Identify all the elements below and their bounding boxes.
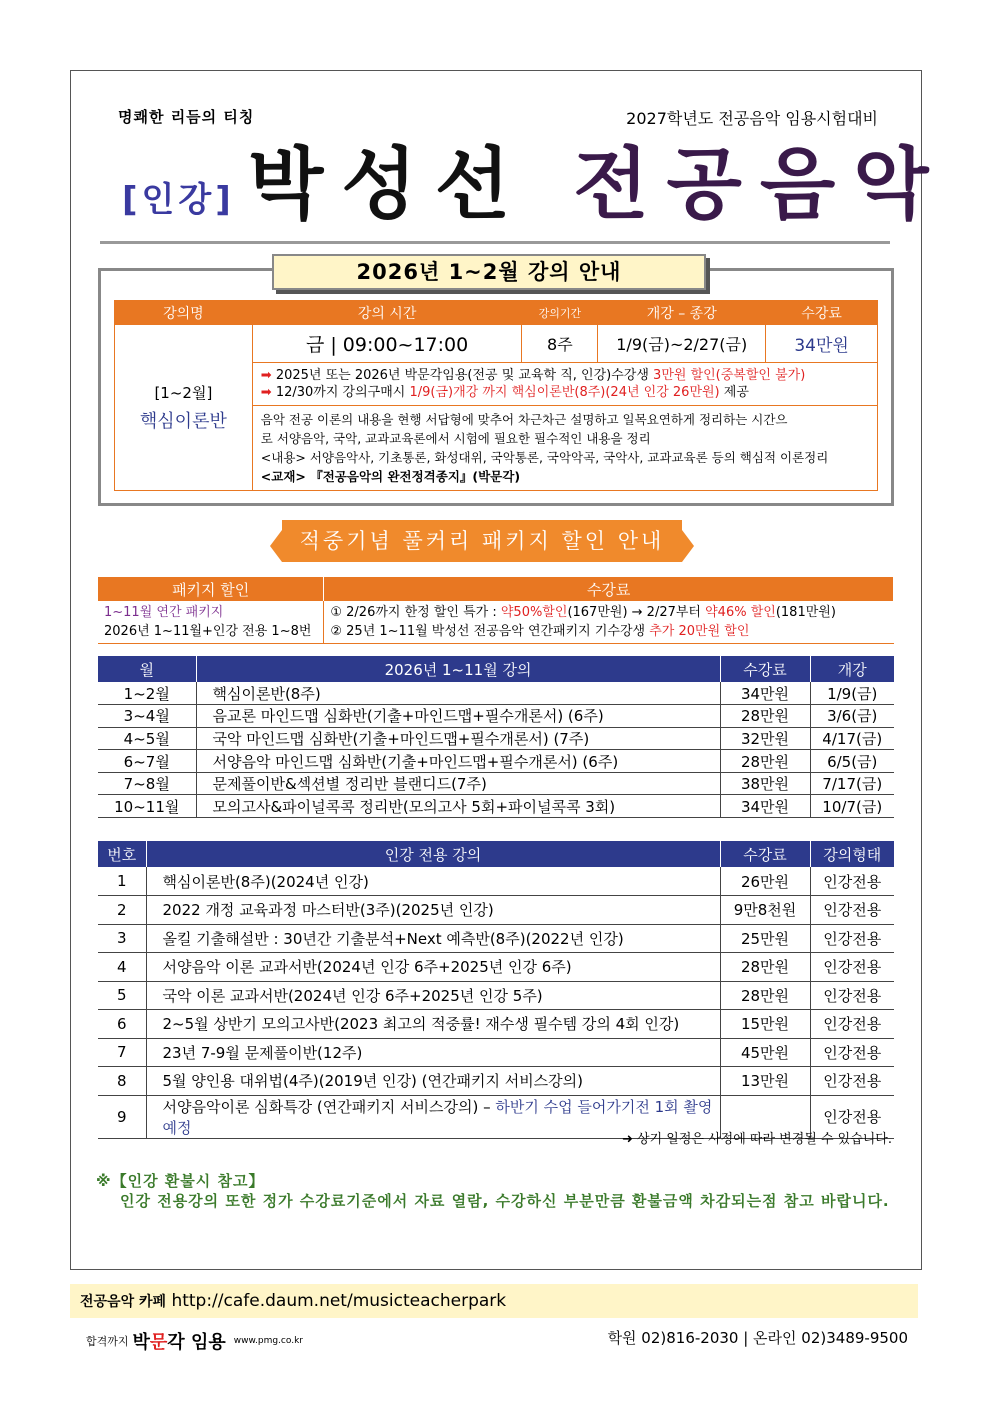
- row-fee: 38만원: [720, 772, 810, 795]
- table-row: [98, 772, 894, 795]
- table-row: [98, 1038, 894, 1067]
- table-row: [98, 1067, 894, 1096]
- period-cell: 1/9(금)~2/27(금): [598, 325, 766, 363]
- publisher-logo: [86, 1328, 303, 1354]
- table-row: [98, 1010, 894, 1039]
- table-row: [98, 981, 894, 1010]
- logo-c: 임용: [190, 1332, 226, 1353]
- desc-line2: 로 서양음악, 국악, 교과교육론에서 시험에 필요한 필수적인 내용을 정리: [260, 431, 651, 446]
- row-name-note: 하반기 수업 들어가기전 1회 촬영예정: [162, 1097, 713, 1137]
- row-name: 2022 개정 교육과정 마스터반(3주)(2025년 인강): [146, 896, 720, 925]
- row-type: 인강전용: [810, 1095, 894, 1138]
- col-online-name: 인강 전용 강의: [146, 841, 720, 867]
- table-row: [98, 953, 894, 982]
- row-fee: 9만8천원: [720, 896, 810, 925]
- row-name: 모의고사&파이널콕콕 정리반(모의고사 5회+파이널콕콕 3회): [196, 795, 720, 818]
- exam-label: 2027학년도 전공음악 임용시험대비: [626, 109, 878, 128]
- cafe-link[interactable]: http://cafe.daum.net/musicteacherpark: [171, 1291, 507, 1311]
- arrow-icon: ➡: [260, 368, 272, 383]
- note2: [261, 384, 869, 401]
- table-row: [98, 750, 894, 773]
- row-month: 6~7월: [98, 750, 196, 773]
- logo-url[interactable]: www.pmg.co.kr: [233, 1336, 303, 1346]
- note1: [261, 367, 869, 384]
- row-month: 4~5월: [98, 727, 196, 750]
- row-no: 6: [98, 1010, 146, 1039]
- refund-body: 인강 전용강의 또한 정가 수강료기준에서 자료 열람, 수강하신 부분만큼 환불금액 차감되는점 참고 바랍니다.: [120, 1192, 890, 1210]
- package-name-cell: [98, 601, 324, 644]
- col-course: 강의명: [115, 301, 253, 325]
- table-row: [98, 795, 894, 818]
- row-name: 음교론 마인드맵 심화반(기출+마인드맵+필수개론서) (6주): [196, 705, 720, 728]
- logo-prefix: 합격까지: [86, 1335, 129, 1348]
- col-fee: 수강료: [766, 301, 878, 325]
- line1-b: 약50%할인: [500, 605, 568, 620]
- package-fee-cell: [324, 601, 894, 644]
- desc-line1: 음악 전공 이론의 내용을 현행 서답형에 맞추어 차근차근 설명하고 일목요연하게 정리하는 시간으: [260, 412, 788, 427]
- row-month: 1~2월: [98, 682, 196, 705]
- note2-highlight: 1/9(금)개강 까지 핵심이론반(8주)(24년 인강 26만원): [409, 385, 720, 400]
- row-fee: 28만원: [720, 750, 810, 773]
- row-name: 국악 이론 교과서반(2024년 인강 6주+2025년 인강 5주): [146, 981, 720, 1010]
- note2-suffix: 제공: [723, 385, 749, 400]
- row-fee: 26만원: [720, 867, 810, 896]
- row-fee: 25만원: [720, 924, 810, 953]
- logo-a: 박: [132, 1332, 150, 1353]
- row-fee: 15만원: [720, 1010, 810, 1039]
- row-name: 5월 양인용 대위법(4주)(2019년 인강) (연간패키지 서비스강의): [146, 1067, 720, 1096]
- row-no: 3: [98, 924, 146, 953]
- row-fee: 28만원: [720, 705, 810, 728]
- row-start: 3/6(금): [810, 705, 894, 728]
- row-start: 4/17(금): [810, 727, 894, 750]
- course-description: [252, 406, 877, 491]
- col-duration: 강의기간: [522, 301, 598, 325]
- row-type: 인강전용: [810, 867, 894, 896]
- table-row: [98, 867, 894, 896]
- table-row: [98, 924, 894, 953]
- row-name: 핵심이론반(8주): [196, 682, 720, 705]
- line2-a: ② 25년 1~11월 박성선 전공음악 연간패키지 기수강생: [330, 624, 646, 639]
- row-fee: 28만원: [720, 981, 810, 1010]
- row-type: 인강전용: [810, 1038, 894, 1067]
- row-fee: 34만원: [720, 682, 810, 705]
- row-no: 4: [98, 953, 146, 982]
- col-online-type: 강의형태: [810, 841, 894, 867]
- row-fee: 34만원: [720, 795, 810, 818]
- row-fee: 28만원: [720, 953, 810, 982]
- row-no: 9: [98, 1095, 146, 1138]
- row-type: 인강전용: [810, 981, 894, 1010]
- row-name: 핵심이론반(8주)(2024년 인강): [146, 867, 720, 896]
- course-name: 핵심이론반: [139, 411, 227, 432]
- package-line2: [330, 622, 887, 641]
- title-tag: [인강]: [122, 180, 235, 220]
- row-no: 7: [98, 1038, 146, 1067]
- row-fee: 32만원: [720, 727, 810, 750]
- line2-b: 추가 20만원 할인: [649, 624, 750, 639]
- fee-cell: 34만원: [766, 325, 878, 363]
- time-cell: 금 | 09:00~17:00: [252, 325, 522, 363]
- row-start: 10/7(금): [810, 795, 894, 818]
- col-package-fee: 수강료: [324, 577, 894, 601]
- tagline: 명쾌한 리듬의 티칭: [118, 108, 255, 126]
- logo-b: 각: [167, 1332, 185, 1353]
- row-no: 2: [98, 896, 146, 925]
- line1-d: 약46% 할인: [705, 605, 776, 620]
- refund-heading: ※【인강 환불시 참고】: [96, 1172, 265, 1190]
- online-table: [98, 841, 894, 1139]
- col-online-fee: 수강료: [720, 841, 810, 867]
- package-name: 1~11월 연간 패키지: [104, 605, 224, 620]
- schedule-note: ➜ 상기 일정은 사정에 따라 변경될 수 있습니다.: [622, 1132, 892, 1147]
- line1-e: (181만원): [775, 605, 836, 620]
- row-start: 6/5(금): [810, 750, 894, 773]
- row-start: 7/17(금): [810, 772, 894, 795]
- row-name: 올킬 기출해설반 : 30년간 기출분석+Next 예측반(8주)(2022년 인강): [146, 924, 720, 953]
- row-start: 1/9(금): [810, 682, 894, 705]
- discount-notes: [252, 363, 877, 406]
- course-cell: [115, 325, 253, 491]
- row-fee: 13만원: [720, 1067, 810, 1096]
- table-row: [98, 727, 894, 750]
- package-table: [98, 577, 894, 644]
- courses-table: [98, 656, 894, 818]
- row-type: 인강전용: [810, 1010, 894, 1039]
- title-block: [100, 140, 947, 230]
- course-term: [1~2월]: [154, 384, 213, 402]
- col-no: 번호: [98, 841, 146, 867]
- package-scope: 2026년 1~11월+인강 전용 1~8번: [104, 624, 312, 639]
- note1-text: 2025년 또는 2026년 박문각임용(전공 및 교육학 직, 인강)수강생: [275, 368, 649, 383]
- logo-mark: [133, 1328, 226, 1354]
- row-name: 서양음악 마인드맵 심화반(기출+마인드맵+필수개론서) (6주): [196, 750, 720, 773]
- table-row: [98, 896, 894, 925]
- package-line1: [330, 603, 887, 622]
- col-period: 개강 – 종강: [598, 301, 766, 325]
- table-row: [98, 705, 894, 728]
- row-type: 인강전용: [810, 953, 894, 982]
- col-course-fee: 수강료: [720, 656, 810, 682]
- col-month: 월: [98, 656, 196, 682]
- section1-table: [114, 300, 878, 491]
- row-name: 국악 마인드맵 심화반(기출+마인드맵+필수개론서) (7주): [196, 727, 720, 750]
- note1-highlight: 3만원 할인(중복할인 불가): [653, 368, 806, 383]
- title-part1: 박성선: [248, 140, 529, 230]
- col-course-name: 2026년 1~11월 강의: [196, 656, 720, 682]
- col-time: 강의 시간: [252, 301, 522, 325]
- row-name: 2~5월 상반기 모의고사반(2023 최고의 적중률! 재수생 필수템 강의 4회 인강): [146, 1010, 720, 1039]
- row-type: 인강전용: [810, 896, 894, 925]
- row-name: 23년 7-9월 문제풀이반(12주): [146, 1038, 720, 1067]
- col-package: 패키지 할인: [98, 577, 324, 601]
- row-month: 10~11월: [98, 795, 196, 818]
- row-no: 5: [98, 981, 146, 1010]
- col-course-start: 개강: [810, 656, 894, 682]
- row-month: 7~8월: [98, 772, 196, 795]
- title-divider: [100, 241, 890, 244]
- page-title: [248, 140, 947, 230]
- section1-title: 2026년 1~2월 강의 안내: [272, 254, 706, 290]
- desc-line3: <내용> 서양음악사, 기초통론, 화성대위, 국악통론, 국악악곡, 국악사, 교과교육론 등의 핵심적 이론정리: [260, 450, 829, 465]
- row-type: 인강전용: [810, 1067, 894, 1096]
- row-name: 문제풀이반&섹션별 정리반 블랜디드(7주): [196, 772, 720, 795]
- note2-text: 12/30까지 강의구매시: [275, 385, 406, 400]
- row-no: 1: [98, 867, 146, 896]
- row-month: 3~4월: [98, 705, 196, 728]
- logo-m: 문: [149, 1332, 168, 1353]
- row-name: 서양음악 이론 교과서반(2024년 인강 6주+2025년 인강 6주): [146, 953, 720, 982]
- contact-info: 학원 02)816-2030 | 온라인 02)3489-9500: [607, 1329, 908, 1347]
- row-fee: 45만원: [720, 1038, 810, 1067]
- row-no: 8: [98, 1067, 146, 1096]
- arrow-icon: ➡: [260, 385, 272, 400]
- duration-cell: 8주: [522, 325, 598, 363]
- desc-textbook: <교재> 『전공음악의 완전정격종지』(박문각): [260, 469, 521, 484]
- row-name-text: 서양음악이론 심화특강 (연간패키지 서비스강의) –: [162, 1097, 491, 1116]
- row-type: 인강전용: [810, 924, 894, 953]
- package-banner: 적중기념 풀커리 패키지 할인 안내: [282, 520, 682, 562]
- cafe-label: 전공음악 카페: [80, 1294, 167, 1310]
- title-part2: 전공음악: [573, 140, 947, 230]
- line1-a: ① 2/26까지 한정 할인 특가 :: [330, 605, 497, 620]
- cafe-bar: [70, 1284, 918, 1318]
- line1-c: (167만원) → 2/27부터: [567, 605, 701, 620]
- table-row: [98, 682, 894, 705]
